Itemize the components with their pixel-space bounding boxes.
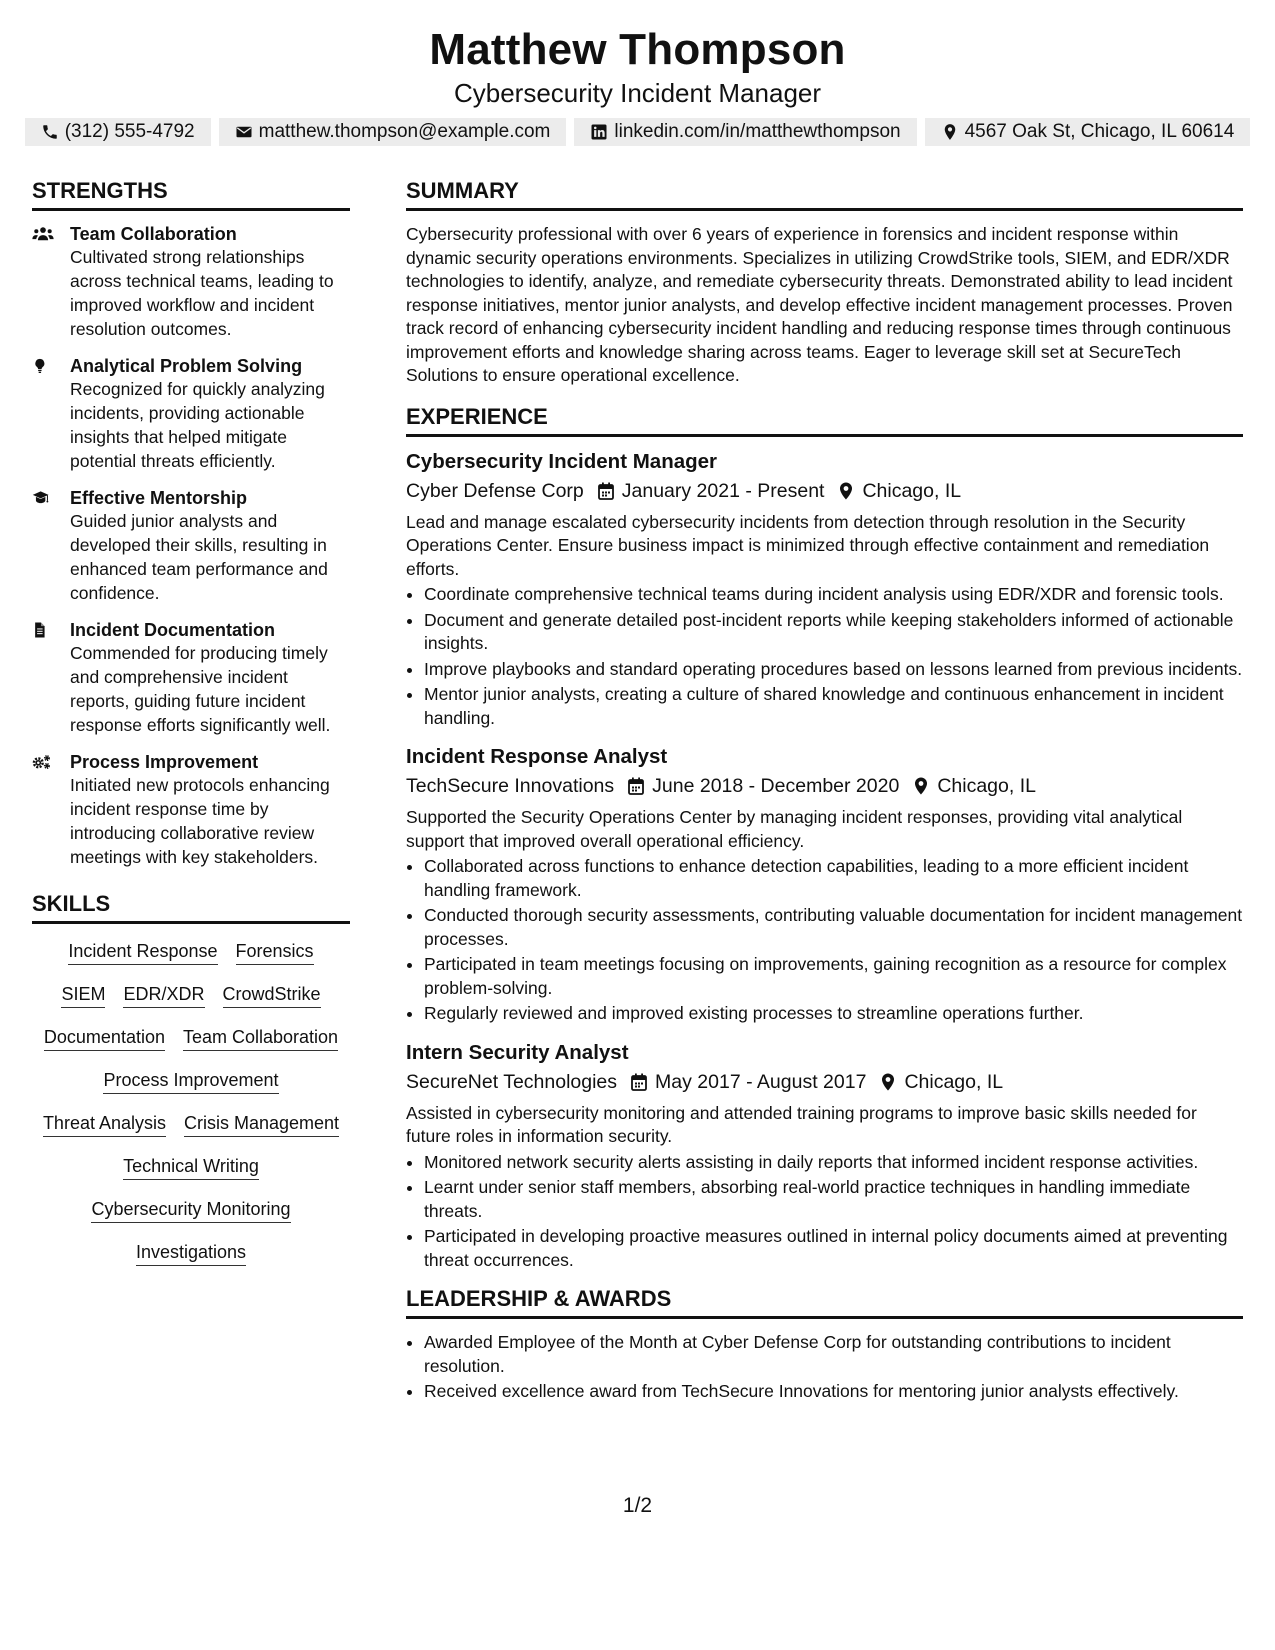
job-location: Chicago, IL [937,775,1036,797]
job-bullets [406,855,1243,1026]
strength-title: Team Collaboration [70,224,237,244]
skill-tag: CrowdStrike [223,983,321,1008]
summary-heading: SUMMARY [406,178,1243,211]
contact-phone-text: (312) 555-4792 [64,121,195,142]
job-dates: January 2021 - Present [621,479,825,502]
job-company: TechSecure Innovations [406,775,615,797]
job-bullet: • Mentor junior analysts, creating a culture of shared knowledge and continuous enhancement in incident handling. [424,683,1243,730]
linkedin-icon [590,123,608,141]
job-description: Assisted in cybersecurity monitoring and attended training programs to improve basic skills needed for future roles in information security. [406,1102,1197,1146]
envelope-icon [235,123,253,141]
award-bullet: • Received excellence award from TechSecure Innovations for mentoring junior analysts effectively. [424,1380,1243,1404]
graduation-cap-icon [32,489,54,507]
summary-text: Cybersecurity professional with over 6 years of experience in forensics and incident response within dynamic security operations environments. Specializes in utilizing CrowdStrike tools, SIEM, and EDR/XDR technologies to identify, analyze, and remediate cybersecurity threats. Demonstrated ability to lead incident response initiatives, mentor junior analysts, and develop effective incident management processes. Proven track record of enhancing cybersecurity incident handling and reducing response times through continuous improvement efforts and knowledge sharing across teams. Eager to leverage skill set at SecureTech Solutions to ensure operational excellence. [406,224,1233,385]
skill-tag: SIEM [61,983,105,1008]
resume-header [0,0,1275,146]
job-bullet: • Conducted thorough security assessments, contributing valuable documentation for incident management processes. [424,904,1243,951]
page-number: 1/2 [622,1494,653,1517]
job-bullet: • Participated in team meetings focusing on improvements, gaining recognition as a resource for complex problem-solving. [424,953,1243,1000]
job-title: Cybersecurity Incident Manager [406,449,718,473]
strength-desc: Guided junior analysts and developed their skills, resulting in enhanced team performance and confidence. [70,511,328,603]
left-column [32,178,350,1406]
job-dates: May 2017 - August 2017 [655,1070,867,1093]
job-bullet: • Improve playbooks and standard operating procedures based on lessons learned from previous incidents. [424,658,1243,682]
strength-item [32,487,350,605]
strength-desc: Initiated new protocols enhancing incident response time by introducing collaborative review meetings with key stakeholders. [70,775,330,867]
calendar-icon [598,482,614,500]
skill-tag: Forensics [236,940,314,965]
candidate-title: Cybersecurity Incident Manager [453,78,822,108]
job-location: Chicago, IL [904,1070,1004,1093]
job-dates: June 2018 - December 2020 [652,775,900,797]
contact-phone[interactable] [25,118,211,146]
job-bullet: • Regularly reviewed and improved existing processes to streamline operations further. [424,1002,1243,1026]
skills-list [32,936,350,1266]
job-meta [406,1068,1243,1096]
job-bullet: • Participated in developing proactive measures outlined in internal policy documents aimed at preventing threat occurrences. [424,1225,1243,1272]
right-column [406,178,1243,1406]
job-description: Supported the Security Operations Center by managing incident responses, providing vital analytical support that improved overall operational efficiency. [406,807,1183,851]
skill-tag: Investigations [136,1241,246,1266]
strength-title: Effective Mentorship [70,488,248,508]
job-title: Incident Response Analyst [406,745,668,768]
gears-icon [32,753,54,771]
strength-title: Process Improvement [70,752,259,772]
job-bullet: • Learnt under senior staff members, absorbing real-world practice techniques in handling immediate threats. [424,1176,1243,1223]
job-bullet: • Coordinate comprehensive technical teams during incident analysis using EDR/XDR and forensic tools. [424,583,1243,607]
job-company: Cyber Defense Corp [406,479,584,502]
skills-heading: SKILLS [32,891,350,924]
job-entry [406,449,1243,731]
job-bullets [406,1151,1243,1273]
job-title: Intern Security Analyst [406,1040,629,1064]
job-bullets [406,583,1243,730]
job-company: SecureNet Technologies [406,1070,618,1093]
contact-address[interactable] [925,118,1251,146]
skill-tag: Cybersecurity Monitoring [91,1198,290,1223]
job-description: Lead and manage escalated cybersecurity incidents from detection through resolution in the Security Operations Center. Ensure business impact is minimized through effective containment and remediation efforts. [406,511,1210,579]
strength-desc: Commended for producing timely and comprehensive incident reports, guiding future incident response efforts significantly well. [70,643,331,735]
strength-item [32,355,350,473]
contact-linkedin-text: linkedin.com/in/matthewthompson [614,121,901,142]
contact-linkedin[interactable] [574,118,916,146]
leadership-heading: LEADERSHIP & AWARDS [406,1286,1243,1319]
job-bullet: • Collaborated across functions to enhance detection capabilities, leading to a more efficient incident handling framework. [424,855,1243,902]
calendar-icon [631,1073,647,1091]
experience-heading: EXPERIENCE [406,404,1243,437]
calendar-icon [628,777,644,795]
users-icon [32,225,54,243]
skill-tag: Incident Response [68,940,217,965]
job-location: Chicago, IL [862,479,962,502]
skill-tag: Documentation [44,1026,165,1051]
job-bullet: • Monitored network security alerts assisting in daily reports that informed incident response activities. [424,1151,1243,1175]
job-bullet: • Document and generate detailed post-incident reports while keeping stakeholders informed of actionable insights. [424,609,1243,656]
strength-item [32,619,350,737]
skill-tag: Crisis Management [184,1112,339,1137]
skill-tag: EDR/XDR [123,983,204,1008]
job-entry [406,1040,1243,1273]
strength-item [32,751,350,869]
strength-desc: Cultivated strong relationships across technical teams, leading to improved workflow and incident resolution outcomes. [70,247,334,339]
job-meta [406,772,1243,800]
map-pin-icon [941,123,959,141]
map-pin-icon [838,482,854,500]
candidate-name: Matthew Thompson [429,25,846,74]
skill-tag: Process Improvement [103,1069,278,1094]
resume-body [32,178,1243,1406]
map-pin-icon [880,1073,896,1091]
strength-title: Analytical Problem Solving [70,356,303,376]
phone-icon [41,123,59,141]
contact-bar [0,118,1275,146]
strength-title: Incident Documentation [70,620,276,640]
strength-desc: Recognized for quickly analyzing incidents, providing actionable insights that helped mitigate potential threats efficiently. [70,379,325,471]
skill-tag: Technical Writing [123,1155,259,1180]
contact-email-text: matthew.thompson@example.com [258,121,551,142]
contact-address-text: 4567 Oak St, Chicago, IL 60614 [964,121,1235,142]
award-bullet: • Awarded Employee of the Month at Cyber Defense Corp for outstanding contributions to incident resolution. [424,1331,1243,1378]
job-entry [406,744,1243,1026]
document-icon [32,621,54,639]
strength-item [32,223,350,341]
job-meta [406,477,1243,505]
lightbulb-icon [32,357,54,375]
skill-tag: Threat Analysis [43,1112,166,1137]
strengths-heading: STRENGTHS [32,178,350,211]
leadership-bullets [406,1331,1243,1404]
map-pin-icon [913,777,929,795]
skill-tag: Team Collaboration [183,1026,338,1051]
contact-email[interactable] [219,118,567,146]
